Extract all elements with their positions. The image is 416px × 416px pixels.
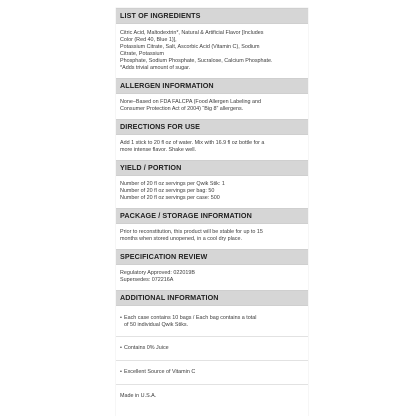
additional-info-header: ADDITIONAL INFORMATION [116, 290, 308, 306]
additional-info-item [116, 311, 308, 336]
yield-line: Number of 20 fl oz servings per Qwik Stik: 1 [120, 181, 225, 187]
ingredients-header: LIST OF INGREDIENTS [116, 8, 308, 24]
additional-info-line: Excellent Source of Vitamin C [124, 369, 196, 375]
directions-header: DIRECTIONS FOR USE [116, 119, 308, 135]
directions-line: more intense flavor. Shake well. [120, 147, 197, 153]
ingredients-line: Potassium Citrate, Salt, Ascorbic Acid (Vitamin C), Sodium [120, 44, 260, 50]
yield-body [116, 176, 308, 208]
storage-body [116, 224, 308, 249]
storage-line: months when stored unopened, in a cool dry place. [120, 236, 242, 242]
additional-info-line: Each case contains 10 bags / Each bag contains a total [124, 315, 257, 321]
ingredients-line: Citric Acid, Maltodextrin*, Natural & Artificial Flavor [Includes [120, 30, 264, 36]
yield-line: Number of 20 fl oz servings per case: 500 [120, 195, 220, 201]
additional-info-text [124, 315, 304, 329]
spec-review-line: Supersedes: 072216A [120, 277, 174, 283]
allergen-body [116, 94, 308, 119]
bullet-icon: • [120, 369, 122, 375]
directions-body [116, 135, 308, 160]
additional-info-item [116, 337, 308, 360]
ingredients-line: *Adds trivial amount of sugar. [120, 65, 191, 71]
storage-header: PACKAGE / STORAGE INFORMATION [116, 208, 308, 224]
yield-header: YIELD / PORTION [116, 160, 308, 176]
allergen-line: Consumer Protection Act of 2004) “Big 8” allergens. [120, 106, 244, 112]
storage-line: Prior to reconstitution, this product will be stable for up to 15 [120, 229, 263, 235]
ingredients-body [116, 24, 308, 78]
spec-review-body [116, 265, 308, 290]
additional-info-line: Contains 0% Juice [124, 345, 169, 351]
additional-info-item [116, 361, 308, 384]
ingredients-line: Color (Red 40, Blue 1)], [120, 37, 177, 43]
bullet-icon: • [120, 315, 122, 321]
allergen-header: ALLERGEN INFORMATION [116, 78, 308, 94]
made-in-label: Made in U.S.A. [120, 393, 157, 399]
ingredients-line: Citrate, Potassium [120, 51, 165, 57]
spec-review-line: Regulatory Approved: 022019B [120, 270, 195, 276]
directions-line: Add 1 stick to 20 fl oz of water. Mix with 16.9 fl oz bottle for a [120, 140, 265, 146]
bullet-icon: • [120, 345, 122, 351]
additional-info-body [116, 306, 308, 400]
product-spec-sheet [116, 8, 308, 416]
additional-info-line: of 50 individual Qwik Stiks. [124, 322, 189, 328]
spec-review-header: SPECIFICATION REVIEW [116, 249, 308, 265]
allergen-line: None–Based on FDA FALCPA (Food Allergen Labeling and [120, 99, 262, 105]
ingredients-line: Phosphate, Sodium Phosphate, Sucralose, Calcium Phosphate. [120, 58, 273, 64]
yield-line: Number of 20 fl oz servings per bag: 50 [120, 188, 215, 194]
